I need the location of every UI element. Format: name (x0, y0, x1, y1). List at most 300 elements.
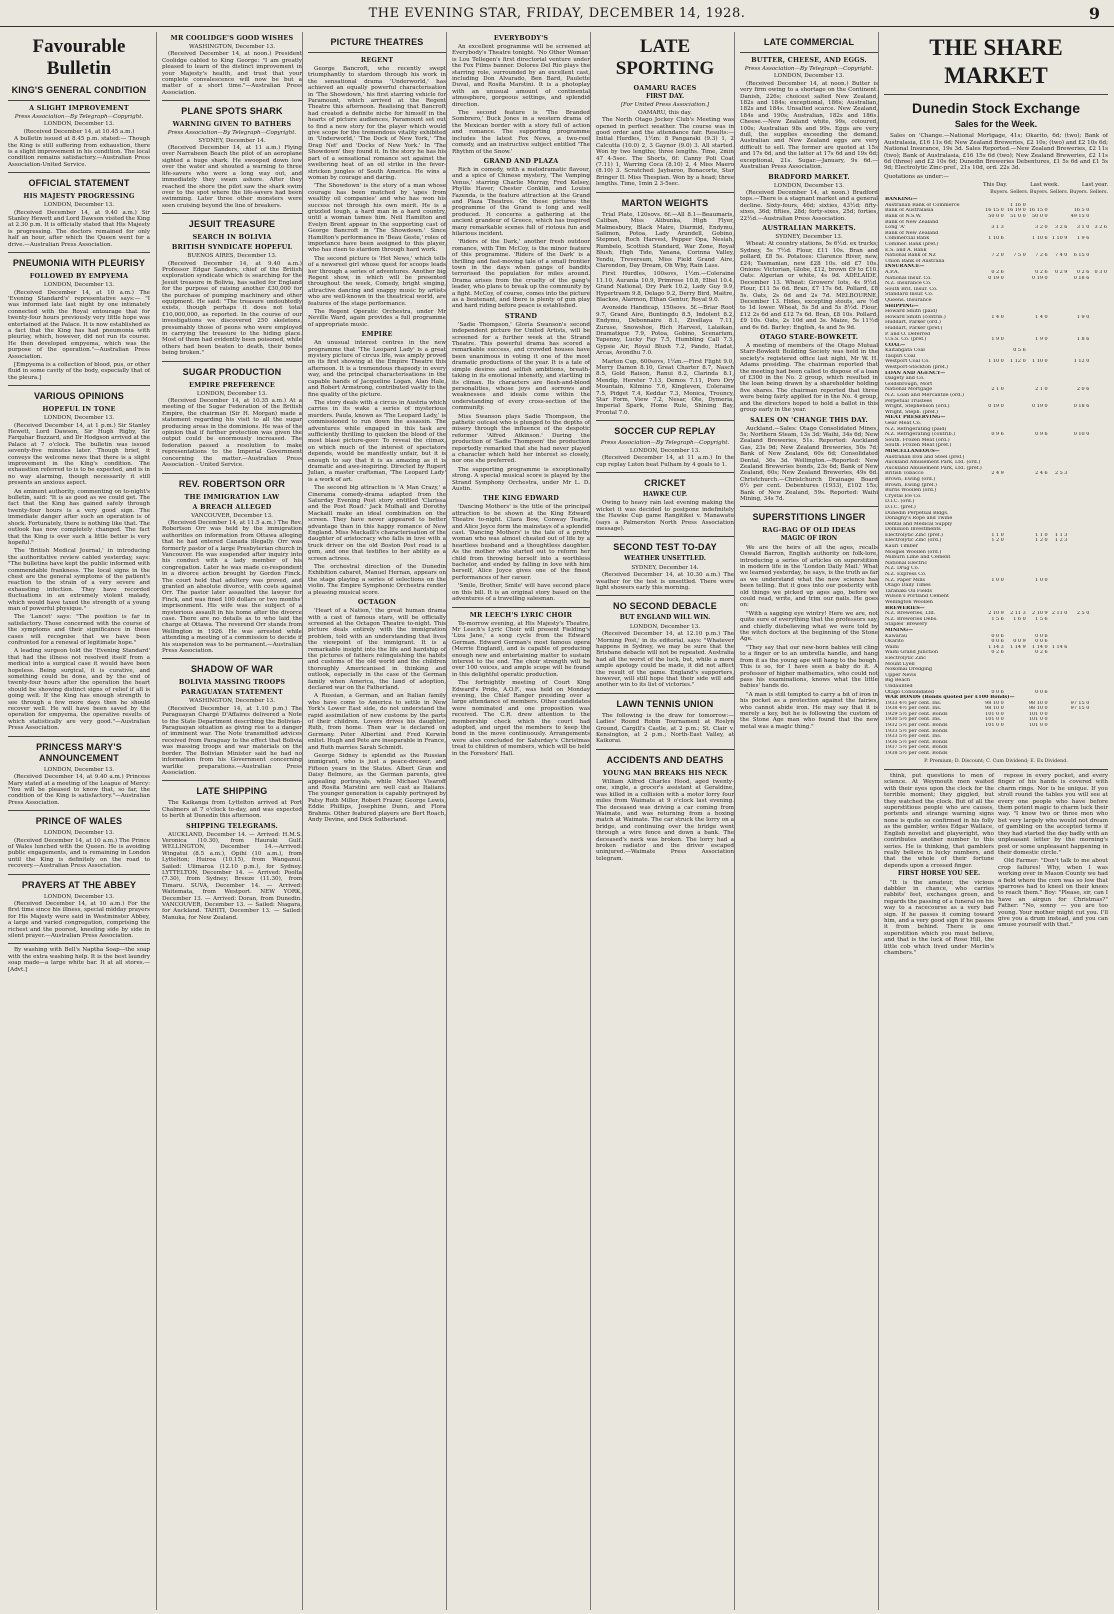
article-paragraph: "They say that our new-born babies will cling to a finger or to an umbrella handle, and hang from it as the young ape will hang to the bough. This is so, for I have seen a baby do it. A professor of higher mathematics, who could not pass his examinations, knows what the little babies' hands do. (740, 644, 878, 690)
heading: JESUIT TREASURE (188, 219, 276, 230)
quote-value: 1 6 0 (1013, 616, 1026, 622)
divider (8, 385, 150, 386)
company-name: Dental and Medical Supply (885, 521, 953, 527)
company-name: P. and O. Deferred (885, 331, 931, 337)
article-paragraph: George Bancroft, who recently swept triumphantly to stardom through his work in the sensational drama 'Underworld,' has achieved an equally powerful characterisation in 'The Showdown,' his first starring vehicle for Paramount, which arrived at the Regent Theatre this afternoon. Realising that Bancroft had created a definite niche for himself in the hearts of picture audiences, Paramount set out to find a new story for the player which would give scope for the tremendous vitality exhibited in 'Underworld,' 'The Dock of New York,' 'The Drag Net' and 'Docks of New York.' In 'The Showdown' they found it. In the story he has his part of a sensational romance set against the sweltering heat of an oil strike in the fever-stricken jungles of South America. He wins a woman by courage and daring. (308, 66, 446, 181)
quote-value: 1 10 0 (988, 359, 1004, 365)
company-name: Dunedin Perpetual Bldgs. (885, 510, 949, 516)
article-paragraph: (Received December 14, at 10.35 a.m.) At a meeting of the Sugar Federation of the British Empire, the chairman (Sir H. Morgan) made a statement regarding his visit to all the sugar producing areas in the dominions. He was of the opinion that if further protection was given the output could be enormously increased. The federation passed a resolution to make representations to the Imperial Government concerning the matter.—Australian Press Association - United Service. (162, 398, 302, 469)
column-3 (302, 32, 446, 1610)
heading: SUGAR PRODUCTION (182, 366, 282, 377)
quote-value: 0 2 6 (991, 269, 1004, 275)
heading: PRAYERS AT THE ABBEY (21, 879, 137, 890)
quote-value: 1 12 0 (1010, 359, 1026, 365)
heading: MR COOLIDGE'S GOOD WISHES (170, 34, 294, 42)
subheading: BOLIVIA MASSING TROOPS (178, 678, 286, 687)
company-name: Long 'A' (885, 225, 906, 231)
credit-line: Press Association—By Telegraph—Copyright. (167, 130, 297, 137)
article-paragraph: George Sidney is splendid as the Russian immigrant, who is just a peace-dresser, and Fifteen years in the States. Albert Gran and Daisy Belmore, as the German parents, give appealing portrayals, while Michael Visaroff and Rosita Marstini are well cast as Italians. The younger generation is capably portrayed by Patsy Ruth Miller, Robert Frazer, George Lewis, Eddie Phillips, Josephine Dunn, and Flora Brahms. Other featured players are Bert Roach, Andy Devine, and Dick Sutherland. (308, 753, 446, 824)
divider (162, 658, 302, 659)
heading: PLANE SPOTS SHARK (181, 106, 283, 117)
article-paragraph: A leading surgeon told the 'Evening Standard' that had the illness not resolved itself from a medical into a surgical case it would have been hopeless. Being surgical, it is curative, and something could be done, and by the end of twenty-four hours after the operation the heart should be showing distinct signs of relief if all is going well. If the King has enough strength to see through a few more days then he should recover well. He will have been saved by the operation for empyema, the operative results of which statistically are very good."—Australian Press Association. (8, 648, 150, 732)
article-paragraph: (Received December 14, at 9.40 a.m.) Professor Edgar Sanders, chief of the British exploration syndicate which is searching for the Jesuit treasure in Bolivia, has sailed for England for the purpose of raising another £30,000 for the purchase of pumping machinery and other equipment. He said: "The treasure undoubtedly exists, though perhaps it does not total £10,000,000, as reported. In the course of our investigations we discovered 250 skeletons, presumably those of peons who were employed in carrying the treasure to the hiding place. Most of them had evidently been poisoned, while others had been beaten to death, their bones being broken." (162, 260, 302, 357)
quote-value: 101 0 0 (985, 723, 1004, 729)
article-paragraph: (Received December 14, at 11.5 a.m.) The Rev. Robertson Orr was held by the immigration authorities on information from Ottawa alleging that he had entered Canada illegally. Orr was formerly pastor of a large Presbyterian church in Vancouver. He was suspended after inquiry into his conduct with a lady member of his congregation. Later he was made co-respondent in a divorce action brought by Gordon Finck. The court held that adultery was proved, and granted an absolute divorce, with costs against Orr. The pastor later assaulted the lawyer for Finck, and was fined 100 dollars or two months' imprisonment. His wife was the subject of a mysterious assault in his home after the divorce case. There are no details as to who laid the charge at Ottawa. The reverend Orr stands from Wellington in 1926. He was arrested while attending a meeting of a commission to decide if his suspension was to be permanent.—Australian Press Association. (162, 519, 302, 655)
company-name: Brown, Ewing (ord.) (885, 476, 936, 482)
quote-value: 0 2 6 (991, 650, 1004, 656)
dateline: LONDON, December 13. (43, 893, 115, 900)
company-name: Bank of New Zealand (885, 230, 939, 236)
quote-value: 98 10 0 (1028, 700, 1048, 706)
sales-heading: Sales for the Week. (954, 119, 1038, 129)
section-name: COAL— (885, 342, 906, 348)
quote-value: 97 15 0 (1070, 700, 1090, 706)
divider (740, 52, 878, 53)
quote-value: 0 9 6 (1035, 432, 1048, 438)
divider (162, 361, 302, 362)
col-head-this-day: This Day. (982, 182, 1008, 189)
company-name: Commercial Bank (885, 236, 930, 242)
company-name: N.Z. Paper Mills (885, 577, 926, 583)
company-name: Goldsbrough, Mort (885, 381, 933, 387)
company-name: Queens. Insurance (885, 297, 932, 303)
article-paragraph: (Received December 14, at noon.) Bradford tops.—There is a stagnant market and a general decline. Sixty-fours, 46d; sixties, 43½d; fifty-sixes, 36d; fifties, 28d; forty-sixes, 25d; forties, 22½d.—Australian Press Association. (740, 189, 878, 222)
heading: LATE SHIPPING (196, 786, 268, 797)
quotations-label: Quotations as under:— (884, 173, 950, 180)
subheading: OCTAGON (357, 598, 397, 607)
company-name: Bank of Australasia (885, 208, 934, 214)
article-paragraph: (Received December 14, at noon.) President Coolidge cabled to King George: "I am greatly pleased to learn of the distinct improvement in your Majesty's health, and trust that your complete convalescence will now be but a matter of a short time."—Australian Press Association. (162, 51, 302, 96)
quote-value: 1 14 0 (1032, 644, 1048, 650)
divider (452, 607, 590, 608)
article-paragraph: We are the heirs of all the ages, recalls Oswald Barron, English authority on folk-lore, introducing a series of articles on superstition in modern life in the 'London Daily Mail.' What we learned yesterday, he says, is the truth as far as we understand what the new science has been telling. But it goes into our posterity with old things we picked up ages ago, before we could read, write, and trim our nails. He goes on: (740, 544, 878, 609)
article-paragraph: (Received December 14, at 12.10 p.m.) The 'Morning Post,' in its editorial, says: "Whatever happens in Sydney, we may be sure that the Brisbane debacle will not be repeated. Australia had all the worst of the luck, but, while a more ample apology could be made, it did not affect the result of the game. England's supporters, however, will still hope that their side will add another win to its list of victories." (596, 631, 734, 689)
company-name: Auckland Amusement Park, Ltd. (pref.) (885, 465, 982, 471)
company-name: Staples' Brewery (885, 622, 928, 628)
quote-value: 101 0 0 (1028, 717, 1048, 723)
quote-value: 0 0 6 (1035, 689, 1048, 695)
quote-value: 49 15 0 (1070, 214, 1090, 220)
section-name: SHIPPING— (885, 303, 919, 309)
subheading: STRAND (504, 311, 538, 320)
divider (162, 100, 302, 101)
section-name: MISCELLANEOUS— (885, 448, 940, 454)
company-name: Auckland Amusement Park, Ltd. (ord.) (885, 460, 981, 466)
quote-value: 16 15 0 (985, 208, 1004, 214)
section-name: BREWERIES— (885, 605, 925, 611)
divider (162, 213, 302, 214)
quote-value: 2 1 0 (991, 387, 1004, 393)
quote-value: 98 10 0 (1028, 706, 1048, 712)
column-share-market (878, 32, 1108, 1610)
company-name: Australian Iron and Steel (pref.) (885, 454, 965, 460)
quote-value: 0 5 6 (1013, 348, 1026, 354)
quote-value: 1 9 0 (1035, 337, 1048, 343)
divider (596, 536, 734, 537)
article-paragraph: [Empyema is a collection of blood, pus, or other fluid in some cavity of the body, especially that of the pleura.] (8, 361, 150, 381)
stock-exchange-title: Dunedin Stock Exchange (911, 100, 1081, 116)
columns (8, 32, 1108, 1610)
company-name: Westport-Stockton (pref.) (885, 365, 948, 371)
quote-value: 101 0 0 (1028, 723, 1048, 729)
article-paragraph: An unusual interest centres in the new programme that 'The Leopard Lady' is a great mystery picture of circus life, was amply proved on its first showing at the Empire Theatre this afternoon. It is a tremendous rhapsody in every way, and the principal characterisations in the capable hands of Jacqueline Logan, Alan Hale, and Robert Armstrong, contributed vastly to the fine quality of the picture. (308, 340, 446, 398)
quote-value: 0 0 6 (1035, 633, 1048, 639)
divider (884, 769, 1108, 770)
subheading: OTAGO STARE-BOWKETT. (759, 333, 859, 342)
subheading: EMPIRE (361, 330, 393, 339)
company-name: N.Z. Refrigerating (paid) (885, 426, 947, 432)
dateline: LONDON, December 13. (773, 182, 845, 189)
subheading: REGENT (360, 56, 394, 64)
credit-line: [For United Press Association.] (620, 102, 710, 109)
company-name: Waihi (885, 644, 899, 650)
company-name: Nokomai Dredging (885, 667, 933, 673)
quote-value: 1 16 0 (1010, 202, 1026, 208)
heading: SECOND TEST TO-DAY (613, 542, 717, 553)
dateline: LONDON, December 13. (43, 121, 115, 128)
heading: PRINCESS MARY'S ANNOUNCEMENT (36, 741, 122, 763)
company-name: Brown, Ewing (pref.) (885, 482, 937, 488)
quote-value: 98 10 0 (985, 700, 1004, 706)
article-paragraph: The fortnightly meeting of Court King Edward's Pride, A.O.F., was held on Monday evening, the Chief Ranger presiding over a large attendance of members. Other candidates were nominated and one proposition was received. The C.R. drew attention to the membership check which the court had adopted, and urged the members to keep the bond in the move continuously. Arrangements were also concluded for Saturday's Christmas treat to children of members, which will be held in the Foresters' Hall. (452, 680, 590, 757)
quote-value: 1 1 0 (1035, 532, 1048, 538)
article-paragraph: (Received December 14, at 10 a.m.) The 'Evening Standard's' representative says:— "I was informed late last night by one intimately connected with the Royal entourage that for twenty-four hours previously very little hope was entertained at the Palace. It is now established as a fact that the King has had pneumonia with pleurisy, which, however, did not run its course. He then developed empyema, which was the purpose of the operation."—Australian Press Association. (8, 289, 150, 360)
subheading: GRAND AND PLAZA (483, 156, 559, 165)
quote-value (1068, 751, 1090, 757)
quote-value: 98 10 0 (985, 706, 1004, 712)
quote-value: 0 19 0 (988, 404, 1004, 410)
received-line: (Received December 14, at 10.45 a.m.) (23, 128, 135, 135)
heading: SOCCER CUP REPLAY (614, 426, 716, 437)
company-name: N.Z. Breweries Debs. (885, 616, 938, 622)
page-number: 9 (1088, 4, 1100, 23)
dateline: SYDNEY, December 14. (631, 564, 699, 571)
article-paragraph: The 'Lancet' says: "The position is far in satisfactory. Those concerned with the course of the symptoms and their significance in these cases will recognise that we have been confronted for a renewal of legitimate hope." (8, 614, 150, 646)
article-paragraph: The Kaikanga from Lyttelton arrived at Port Chalmers at 7 o'clock to-day, and was expected to berth at Dunedin this afternoon. (162, 800, 302, 820)
section-name: INSURANCE— (885, 264, 925, 270)
dateline: LONDON, December 13. (196, 390, 268, 397)
company-name: N.Z. Drug Co. (885, 566, 920, 572)
article-paragraph: 'Smile, Brother, Smile' will have second place on this bill. It is an original story based on the adventures of a travelling salesman. (452, 583, 590, 603)
quote-value: 1 5 6 (1035, 616, 1048, 622)
subheading: MAGIC OF IRON (780, 535, 838, 543)
divider (884, 94, 1108, 95)
company-name: 1933 5½ per cent. Ins. (885, 734, 942, 740)
quote-value: 101 0 0 (1028, 711, 1048, 717)
quote-value: 0 0 6 (991, 689, 1004, 695)
company-name: Kaitangata Coal (885, 348, 925, 354)
quote-value: 3 1 0 (1076, 225, 1090, 231)
quote-value: 1 1 0 (991, 532, 1004, 538)
dateline: LONDON, December 13. (43, 282, 115, 289)
company-name: 1929 5½ per cent. Bonds (885, 711, 948, 717)
col-head-last-week: Last week. (1030, 182, 1060, 189)
article-paragraph: An eminent authority, commenting on to-night's bulletin, said: "It is as good as we could get. The fact that the King has gained safely through twenty-four hours is a very good sign. The immediate danger after such an operation is of shock. Fortunately, there is nothing like that. The outlook has now completely changed. The fact that the King is over such a little better is very hopeful." (8, 488, 150, 546)
company-name: N.Z. Breweries, Ltd. (885, 611, 936, 617)
article-paragraph: An excellent programme will be screened at Everybody's Theatre tonight. 'No Other Woman' is Lou Tellegen's first directorial venture under the Fox Films banner. Dolores Del Rio plays the starring role, surrounded by an excellent cast, including Don Alvarado, Ben Bard, Paulette Duval, and Rosita Marstini. It is a photoplay with an unusual amount of continental atmosphere, gorgeous settings, and splendid direction. (452, 44, 590, 108)
quote-value: 0 3 0 (1094, 269, 1107, 275)
company-name: Upper Nevis (885, 672, 917, 678)
heading: SUPERSTITIONS LINGER (752, 512, 866, 523)
heading: PNEUMONIA WITH PLEURISY (12, 258, 146, 269)
article-paragraph: The second picture is 'Hot News,' which tells of a newsreel girl whose quest for scoops leads her through a series of adventures. Another big Regent show, in which will be presented throughout the week, Comedy, bright singing, attractive dancing and snappy music by artists who are well-known in the theatrical world, are features of the stage performance. (308, 255, 446, 307)
subheading: SALES ON 'CHANGE THIS DAY. (750, 415, 868, 424)
divider (308, 52, 446, 53)
article-paragraph: Auckland.—Sales: Otago Consolidated Mines, 5s; Northern Steam, 13s 3d; Waihi, 34s 6d; New Zealand Breweries, 51s. Reported: Auckland Gas, 23s 9d; New Zealand Breweries, 50s 7d; Bank of New Zealand, 60s 6d; Consolidated Dental, 36s 3d. Wellington.—Reported: New Zealand Breweries bonds, 23s 6d; Bank of New Zealand, 60s; New Zealand Breweries, 49s 6d. Christchurch.—Christchurch Drainage Board 6½ per cent. Debentures (1933), £102 15s; Bank of New Zealand, 59s. Reported: Waihi Mining, 34s 7d. (740, 425, 878, 502)
quote-value: 101 0 0 (985, 717, 1004, 723)
article-paragraph: Trial Plate, 120sovs. 6f.—All 8.1—Beaumaris, Caliban, Miss Alibunka, High Flyer, Malmesbury, Black Maire, Diarmid, Endymu, Salimon, Potoa, Lady Arundell, Gobino, Stepmet, Roch Harvest, Pepper Opa, Nesiah, Rumbelo, Scottish Standard, War Zone, Royal Blush, High Tide, Yanana, Corinna Valley, Yendu, Treversum, Miss Field Grand Aire, Clarendon, Day Dream, Oh Why, Rain Lass. (596, 211, 734, 269)
article-paragraph: "It is the amateur, the vicious dabbler in chance, who carries rabbits' feet, exchanges green, and regards the passing of a funeral on his way to a racecourse as a very bad sign. If he passes it coming toward him, and a very good sign if he passes it from behind. There is one superstition which you must believe, and that is the luck of Rose Hill, the little cob which lived under Merlin's chambers." (884, 879, 994, 956)
company-name: Otago Consolidated (885, 689, 934, 695)
divider (596, 749, 734, 750)
quote-value: 0 18 6 (1073, 404, 1090, 410)
subheading: BUTTER, CHEESE, AND EGGS. (751, 56, 867, 64)
subheading: FIRST DAY. (645, 93, 685, 100)
column-1 (8, 32, 150, 1610)
subheading: EMPIRE PREFERENCE (189, 380, 275, 389)
company-name: National Electric (885, 560, 928, 566)
company-name: Burns Woollen (ord.) (885, 488, 937, 494)
article-paragraph: (Received December 14, at 11 a.m.) Flying over Narrabeen Beach the pilot of an aeroplane sighted a huge shark. He swooped down low over the water and shouted a warning to three life-savers who were a long way out, and immediately they swam ashore. After they reached the shore the pilot saw the shark swim over to the spot where the life-savers had been swimming. Later three other monsters were seen cruising beyond the line of breakers. (162, 145, 302, 209)
company-name: N.Z. Express Co. (885, 572, 927, 578)
company-name: 1932 5½ per cent. Bonds (885, 723, 948, 729)
article-paragraph: First Hurdles, 100sovs, 1½m.—Coleraine 11.10, Aurania 10.9, Primrose 10.8, Elbel 10.4, Grand National, Dry Park 10.2, Lady Guy 9.9, Hypertrasm 9.8, Delago 9.2, Derry Bird, Maitre, Blackee, Alarmon, Ethan Gentur, Royal 9.0. (596, 271, 734, 303)
company-name: Electrolytic Zinc (pref.) (885, 532, 943, 538)
subheading: WARNING GIVEN TO BATHERS (172, 120, 292, 129)
divider (8, 252, 150, 253)
subheading: BUT ENGLAND WILL WIN. (619, 614, 711, 622)
quote-value: 0 2 9 (1054, 269, 1068, 275)
heading: PRINCE OF WALES (35, 816, 123, 827)
company-name: Electrolytic Zinc (885, 655, 927, 661)
article-paragraph: A Russian, a German, and an Italian family who have come to America to settle in New York's Lower East side, do not understand the rapid assimilation of new customs by the parts of their children. Lovers drives his daughter, Ruth, from home. Then war is declared on Germany. Peter Albertini and Fred Kerwin enlist. Hugh and Pete are inseparable in France, and Ruth marries Sarah Schmidt. (308, 693, 446, 751)
column-6 (734, 32, 878, 1610)
article-paragraph: (Received December 14, at 11 a.m.) In the cup replay Luton beat Fulham by 4 goals to 1. (596, 455, 734, 468)
subheading: WEATHER UNSETTLED. (624, 555, 706, 563)
subheading: A SLIGHT IMPROVEMENT (29, 104, 129, 112)
heading: LAWN TENNIS UNION (616, 698, 714, 709)
heading: LATE COMMERCIAL (763, 37, 855, 47)
divider (8, 943, 150, 944)
company-name: Electrolytic Zinc (ord.) (885, 538, 942, 544)
quote-value: 1 5 6 (991, 616, 1004, 622)
quote-value: 1 14 3 (988, 644, 1004, 650)
advertisement: By washing with Bell's Naptha Soap—the soap with the extra washing help. It is the best laundry soap made—a large white bar. It at all stores.—[Advt.] (8, 947, 150, 973)
quote-value: 0 2 6 (1035, 650, 1048, 656)
dateline: LONDON, December 13. (43, 202, 115, 209)
quote-value: 0 10 0 (1073, 432, 1090, 438)
heading-kings-condition: KING'S GENERAL CONDITION (11, 85, 147, 95)
divider (8, 736, 150, 737)
quote-value: 7 2 0 (991, 253, 1004, 259)
story-column (998, 773, 1108, 958)
company-name: Australian Bank of Commerce (885, 202, 960, 208)
subheading: HIS MAJESTY PROGRESSING (23, 192, 135, 201)
company-name: Huddart, Parker (pref.) (885, 325, 943, 331)
subheading: BRITISH SYNDICATE HOPEFUL (171, 243, 293, 252)
quote-value: 1 10 0 (1032, 359, 1048, 365)
company-name: 1938 5½ per cent. Bonds (885, 751, 948, 757)
company-name: Crystal Ice Co. (885, 493, 922, 499)
quote-value: 3 2 6 (1054, 225, 1068, 231)
company-name: Wright, Stephenson (ord.) (885, 404, 950, 410)
article-paragraph: 'Riders of the Dark,' another fresh outdoor romance, with Tim McCoy, is the minor feature of this programme. 'Riders of the Dark' is a thrilling and fast-moving tale of a small frontier town in the days when gangs of bandits terrorised the population for miles around. Drama arises from the cruelty of the gang's leader, who plans to break up the community by a fight. McCoy, of course, comes into the picture as a lieutenant, and there is plenty of gun play and hard riding before peace is established. (452, 239, 590, 310)
company-name: Mosgiel Woollen (ord.) (885, 549, 942, 555)
quote-value: 1 2 0 (1035, 538, 1048, 544)
article-paragraph: "With a sagging eye wintry! Here we are, not quite sure of everything that the professors say, and chiefly disbelieving what we were told by the witch doctors at the beginning of the Stone Age. (740, 610, 878, 643)
article-paragraph: The North Otago Jockey Club's Meeting was opened in perfect weather. The course was in good order and the attendance fair. Results:— Initial Hurdles, 1½m: 8 Pangaraki (9.3) 1, 2 Calcutta (10.0) 2, 3 Gaynor (9.0) 3. All started. Won by two lengths; three lengths. Time, 2min 47 4-5sec. The Shorts, 6f: Canny Poli Coat (7.11) 1, Warring Coca (8.10) 2, 4 Miss Maero (8.10) 3. Scratched: Jaybaroo, Bonacorte, Star Bringer II. Miss Thespian. Won by a head; three lengths. Time, 1min 2 3-5sec. (596, 117, 734, 188)
company-name: Waihi Grand Junction (885, 650, 938, 656)
company-name: Bank of New Zealand (885, 219, 939, 225)
article-paragraph: Miss Swanson plays Sadie Thompson, the pathetic outcast who is plunged to the depths of misery through the influence of the despotic reformer 'Alfred Atkinson.' During the production of 'Sadie Thompson' the production reportedly remarked that she had never played a character which held her interest so closely, nor one she preferred. (452, 413, 590, 465)
quote-value: 0 0 6 (1035, 639, 1048, 645)
quote-value: 2 10 9 (1032, 611, 1048, 617)
company-name: National Mortgage (885, 387, 933, 393)
article-paragraph: The Regent Operatic Orchestra, under Mr Neville Ward, again provides a full programme of appropriate music. (308, 309, 446, 328)
section-name: MINING— (885, 627, 913, 633)
section-name: LOAN AND AGENCY— (885, 370, 946, 376)
article-paragraph: To-morrow evening, at His Majesty's Theatre, Mr Leech's Lyric Choir will present Fielding's 'Liza Jane,' a song cycle from the Edward German. Edward German's most famous opera (Merrie England), and is capable of producing enough new and entertaining matter to sustain interest to the end. The choir strength will be over 100 voices, and ample scope will be found in this delightful operatic production. (452, 620, 590, 678)
quote-value: 3 1 3 (991, 225, 1004, 231)
company-name: D.I.C. (pref.) (885, 504, 916, 510)
article-paragraph: (Received December 14, at 10 a.m.) The Prince of Wales lunched with the Queen. He is avoiding public engagements, and is remaining in London until the King is definitely on the road to recovery.—Australian Press Association. (8, 837, 150, 870)
article-paragraph: Marton Cup, 600sovs, 1¼m.—First Flight 9.0, Merry Damon 8.10, Great Charter 8.7, Nasch 8.5, Gold Raison, Ranui 8.2, Clarinda 8.1, Mendip, Hereter 7.13, Demos 7.11, Poro Dry Mountain, Kilmino 7.6, Kingleven, Coleraine 7.5, Pidget 7.4, Keddar 7.3, Monica, Trouncy, Star Form, View 7.2, Nesar, Ote, Dymeria, Imperial Spark, Home Rule, Shining Bay, Frontal 7.0. (596, 358, 734, 416)
company-name: Dominion Investments (885, 527, 941, 533)
quote-value: 3 2 6 (1094, 225, 1107, 231)
company-name: Wilson's Portland Cement (885, 594, 950, 600)
company-name: Donaghy's Rope and Twine (885, 516, 953, 522)
dateline: LONDON, December 13. (629, 623, 701, 630)
quote-value: 0 2 6 (1076, 269, 1090, 275)
article-paragraph: The orchestral direction of the Dunedin Exhibition cabaret, Manuel Hernan, appears on the stage playing a series of selections on the violin. The Empire Symphonic Orchestra render a pleasing musical score. (308, 564, 446, 596)
company-name: A.P.A. (885, 269, 900, 275)
article-paragraph: AUCKLAND, December 14. — Arrived: H.M.S. Veronica (10.30), from Hauraki Gulf. WELLINGTON, December 14.—Arrived: Wingatui (8.5 a.m.), Opihi (10 a.m.), from Lyttelton; Huiroa (10.15), from Wanganui. Sailed: Ulimaroa (12.10 p.m.), for Sydney. LYTTELTON, December 14. — Arrived: Poolta (7.30), from Sydney; Breeze (11.30), from Timaru. SUVA, December 14. — Arrived: Waitemata, from Westport. NEW YORK, December 13. — Arrived: Doran, from Dunedin. VANCOUVER, December 13. — Sailed: Niagara, for Auckland. TAHITI, December 13. — Sailed: Manuka, for New Zealand. (162, 831, 302, 921)
heading: CRICKET (644, 477, 686, 488)
company-name: South. Frozen Meat (pref.) (885, 443, 952, 449)
company-name: South Brit. Insur. Co. (885, 286, 938, 292)
col-head-last-year: Last year. (1081, 182, 1108, 189)
subheading: BRADFORD MARKET. (768, 172, 850, 181)
subheading: FOLLOWED BY EMPYEMA (29, 272, 129, 281)
article-paragraph: The second feature is 'The Branded Sombrero,' Buck Jones in a western drama of the Mexican border with a story full of action and romance. The supporting programme includes the latest Fox News, a two-reel comedy, and an instructive subject entitled 'The Rhythm of the Snow.' (452, 110, 590, 155)
company-name: Taranaki Oil Fields (885, 588, 932, 594)
article-paragraph: The supporting programme is exceptionally strong. A special musical score is played by the Strand Symphony Orchestra, under Mr L. D. Austin. (452, 466, 590, 492)
quote-value: 2 11 0 (1051, 611, 1068, 617)
quote-value: 1 14 9 (1010, 644, 1026, 650)
section-name: BANKING— (885, 197, 918, 203)
subheading: OAMARU RACES (633, 84, 697, 92)
divider (162, 780, 302, 781)
article-paragraph: The following is the draw for tomorrow:— Ladies' Round Robin Tournament at Roslyn Ground, Cargill's Castle, at 2 p.m.; St. Clair v. Kensington, at 2 p.m.; North-East Valley, at Kaikorai. (596, 712, 734, 745)
quote-value: 0 0 9 (1013, 639, 1026, 645)
company-name: British Tobacco (885, 471, 924, 477)
dateline: WASHINGTON, December 13. (189, 44, 275, 50)
article-paragraph: The story deals with a circus in Austria which carries in its wake a series of mysterious murders. Paula, known as 'The Leopard Lady,' is commissioned to run down the assassin. The adventures while engaged in this task are sufficiently thrilling to quicken the blood of the most blasé picture-goer. To reveal the climax, on which much of the interest of spectators depends, would be manifestly unfair, but it is enough to say that it is as amazing as it is dramatic and awe-inspiring. Directed by Rupert Julian, a master craftsman, 'The Leopard Lady' is a work of art. (308, 399, 446, 483)
quote-value: 2 4 9 (991, 471, 1004, 477)
subheading: HOPEFUL IN TONE (42, 405, 116, 414)
credit-line: Press Association—By Telegraph—Copyright. (744, 66, 874, 72)
company-name: N.Z. Insurance Co. (885, 281, 932, 287)
quote-value: 0 0 6 (991, 639, 1004, 645)
company-name: E.S. and A. Bank (885, 247, 927, 253)
dateline: SYDNEY, December 13. (775, 233, 843, 240)
article-paragraph: (Received December 14, at 1.10 p.m.) The Paraguayan Chargé D'Affaires delivered a Note to the State Department describing the Bolivian-Paraguayan situation as giving rise to a danger of imminent war. The Note transmitted advices received from Paraguay to the effect that Bolivia was massing troops and war materials on the border. The Bolivian Minister said he had no information from his Government concerning warlike preparations.—Australian Press Association. (162, 705, 302, 776)
quote-value (1027, 751, 1049, 757)
article-paragraph: 'Heart of a Nation,' the great human drama with a cast of famous stars, will be officially screened at the Octagon Theatre to-night. This picture deals entirely with the immigration problem, told with an understanding that lives the viewpoint of the immigrant. It is a remarkable insight into the life and hardship of the pictures of fathers relinquishing the habits and customs of the old world and the children thoroughly Americanised in thinking and outlook, especially in the case of the German family when America, the land of adoption, declared war on the Fatherland. (308, 608, 446, 691)
company-name: U.S.S. Co. (pref.) (885, 337, 927, 343)
masthead-title: THE EVENING STAR, FRIDAY, DECEMBER 14, 1928. (368, 6, 746, 21)
section-name: MEAT PRESERVING— (885, 415, 946, 421)
subheading: AUSTRALIAN MARKETS. (762, 223, 856, 232)
subheading: THE IMMIGRATION LAW (184, 492, 280, 501)
quote-value: 101 0 0 (985, 711, 1004, 717)
share-market-title: THE SHARE MARKET (929, 35, 1063, 88)
company-name: N.Z. Refrigerating (contrib.) (885, 432, 956, 438)
company-name: Westport Coal Co. (885, 359, 930, 365)
quote-value: 2 0 6 (1076, 387, 1090, 393)
company-name: Union Bank of Australia (885, 258, 945, 264)
quote-value: 50 0 0 (988, 214, 1004, 220)
quote-value: 0 19 0 (1032, 404, 1048, 410)
article-paragraph: (Received December 14, at 10.30 a.m.) The weather for the test is unsettled. There were light showers early this morning. (596, 572, 734, 591)
dateline: BUENOS AIRES, December 13. (187, 253, 277, 260)
divider (8, 810, 150, 811)
quote-value: 7 4 0 (1054, 253, 1068, 259)
dateline: SYDNEY, December 14. (198, 137, 266, 144)
company-name: Dalgety and Co. (885, 376, 925, 382)
dateline: LONDON, December 13. (629, 447, 701, 454)
quote-value: 1 12 0 (1073, 359, 1090, 365)
heading: SHADOW OF WAR (190, 664, 274, 675)
heading: NO SECOND DEBACLE (613, 601, 717, 612)
quote-value: 1 10 9 (1051, 236, 1068, 242)
dateline: WASHINGTON, December 13. (189, 698, 275, 705)
article-paragraph: Wheat: At country stations, 5s 6½d. ex trucks; Sydney, 5s 7½d. Flour, £11 10s. Bran and pollard, £8 5s. Potatoes: Clarence River, new, £24; Tasmanian, new £28 10s. old £7 10s. Onions: Victorian, Globe, £12, brown £9 to £10. Oats: Algerian or white, 4s 9d. ADELAIDE, December 13. Wheat: Growers' lots, 4s 9½d. Flour, £11 5s 6d. Bran, £7 17s 6d. Pollard, £8 5s. Oats, 2s 6d and 2s 7d. MELBOURNE, December 13. Hides, excepting stouts, are ½d to 1d lower. Wheat, 5s 5d and 5s 8½d. Flour, £12 2s 6d and £12 7s 6d. Bran, £8 10s. Pollard, £9 10s. Oats, 2s 10d and 3s. Maize, 5s 11½d and 6s 6d. Barley: English, 4s and 5s 9d. (740, 241, 878, 331)
company-name: Perpetual Trustees (885, 398, 933, 404)
quote-value: 1 10 6 (1032, 236, 1048, 242)
article-paragraph: Owing to heavy rain last evening making the wicket it was decided to postpone indefinitely the Hawke Cup game Rangitikei v. Manawatu (says a Palmerston North Press Association message). (596, 500, 734, 532)
article-paragraph: A bulletin issued at 8.45 p.m. stated:— Though the King is still suffering from exhaustion, there is a slight improvement in his condition. The local condition remains satisfactory.—Australian Press Association-United Service. (8, 136, 150, 168)
company-name: Okarito (885, 639, 904, 645)
subheading: MR LEECH'S LYRIC CHOIR (469, 610, 573, 619)
article-paragraph: 'The Showdown' is the story of a man whose courage has been matched by 'apes from wealthy oil companies' and who has won his success not through his own merit. He is a grizzled tough, a hard man in a hard country, until a woman tames him. Neil Hamilton and Evelyn Brent appear in the supporting cast of George Bancroft in 'The Showdown.' Since Hamilton's performance in 'Beau Geste,' roles of importance have been assigned to this player, who has risen to stardom through hard work. (308, 183, 446, 254)
company-name: Howard Smith (paid) (885, 309, 938, 315)
subheading: PARAGUAYAN STATEMENT (180, 688, 284, 697)
quote-value: 1 14 6 (1051, 644, 1068, 650)
headline-late-sporting: LATE SPORTING (615, 36, 715, 79)
company-name: 1937 5½ per cent. Bonds (885, 745, 948, 751)
company-name: Kawarau (885, 633, 908, 639)
company-name: 1936 5½ per cent. Bonds (885, 739, 948, 745)
dateline: VANCOUVER, December 13. (191, 512, 273, 519)
quote-value: 1 4 0 (991, 314, 1004, 320)
quote-value (1049, 751, 1069, 757)
masthead (0, 4, 1114, 27)
company-name: Otago Daily Times (885, 583, 931, 589)
quote-value: 7 5 0 (1013, 253, 1026, 259)
article-paragraph: (Received December 14, at noon.) Butter is very firm owing to a shortage on the Continent. Danish, 226s; choicest salted New Zealand, 182s and 184s; exceptional, 186s; Australian, 182s and 184s. Unsalted scarce. New Zealand, 184s and 190s; Australian, 182s and 186s. Cheese.—New Zealand white, 99s, coloured, 100s; Australian 98s and 99s. Eggs are very dull, the supplies exceeding the demand. Australian and New Zealand eggs are very difficult to sell. The former are quoted at 15s and 17s 6d, and the latter at 17s 6d and 19s 6d; exceptional, 21s. Sugar.—January, 9s 6d.—Australian Press Association. (740, 80, 878, 171)
dateline: OAMARU, this day. (638, 109, 692, 116)
dateline: LONDON, December 13. (43, 830, 115, 837)
section-name: WAR BONDS (Bonds quoted per £100 Bonds)— (885, 695, 1015, 701)
article-paragraph: 'Dancing Mothers' is the title of the principal attraction to be shown at the King Edward Theatre to-night. Clara Bow, Conway Tearle, and Alice Joyce form the mainstays of a splendid cast. 'Dancing Mothers' is the tale of a pretty woman who was almost cheated out of life by a heartless husband and a thoughtless daughter. As the mother who started out to reform her child from throwing herself into a worthless bachelor, and ended by falling in love with him herself, Alice Joyce gives one of the finest performances of her career. (452, 504, 590, 581)
company-name: Kauri Timber (885, 544, 919, 550)
sales-paragraph: Sales on 'Change.—National Mortgage, 41s; Okarito, 6d; (two); Bank of Australasia, £16 11s 6d; New Zealand Breweries, £2 10s; (two) and £2 10s 6d; National Insurance, 19s 3d. Sales Reported.—New Zealand Breweries, £2 11s (two); Bank of Australasia, £16 15s 6d (two); New Zealand Breweries, £2 11s 6d (three) and £2 10s 6d; Dunedin Breweries Debentures, £1 5s 6d and £1 5s 9d; Electrolytic Zinc-pref., 21s 10d, ord. 22s 3d. (884, 133, 1108, 172)
quote-value: 1 0 0 (991, 577, 1004, 583)
heading: MARTON WEIGHTS (621, 197, 709, 208)
article-paragraph: "A man is still tempted to carry a bit of iron in his pocket as a protection against the fairies, who cannot abide iron. He may say that it is merely a key, but he is following the custom of the Stone Age man who found that the new metal was a magic thing." (740, 691, 878, 730)
quotation-sub-heads: Buyers. Sellers. Buyers. Sellers. Buyers. Sellers. (990, 190, 1108, 196)
